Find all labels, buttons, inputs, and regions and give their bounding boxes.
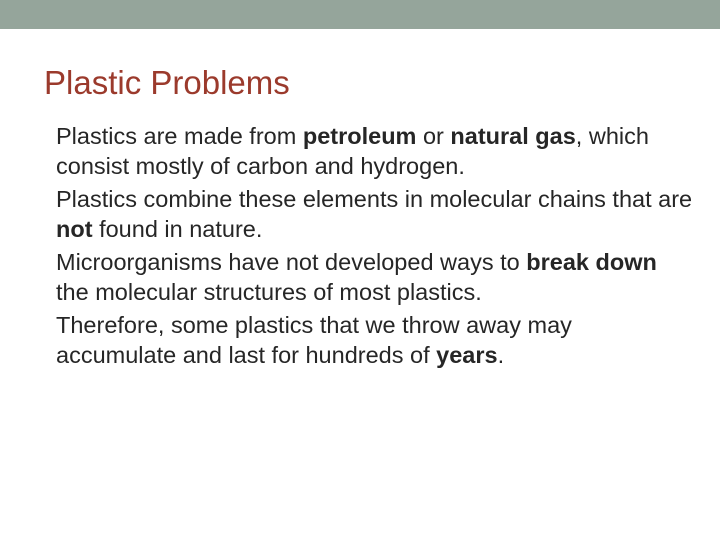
bullet-item [56, 121, 696, 181]
bullet-text-emphasis: natural gas [450, 123, 576, 149]
bullet-text-run: Therefore, some plastics that we throw away may accumulate and last for hundreds of [56, 312, 572, 368]
bullet-text-run: Plastics are made from [56, 123, 303, 149]
bullet-text-run: the molecular structures of most plastics. [56, 279, 482, 305]
slide-header-bar [0, 0, 720, 29]
bullet-text-emphasis: petroleum [302, 123, 417, 149]
bullet-text-run: Microorganisms have not developed ways to [56, 249, 527, 275]
bullet-text-emphasis: not [56, 216, 93, 242]
slide-title: Plastic Problems [44, 64, 290, 101]
bullet-text-run: found in nature. [92, 216, 263, 242]
bullet-item [56, 310, 696, 370]
bullet-text-run: or [416, 123, 451, 149]
bullet-text-run: , which consist mostly of carbon and hydrogen. [56, 123, 649, 179]
bullet-text-emphasis: break down [526, 249, 657, 275]
bullet-text-emphasis: years [436, 342, 498, 368]
bullet-list [56, 121, 696, 373]
bullet-text-run: Plastics combine these elements in molecular chains that are [56, 186, 693, 212]
bullet-item [56, 247, 696, 307]
bullet-item [56, 184, 696, 244]
bullet-text-run: . [497, 342, 505, 368]
